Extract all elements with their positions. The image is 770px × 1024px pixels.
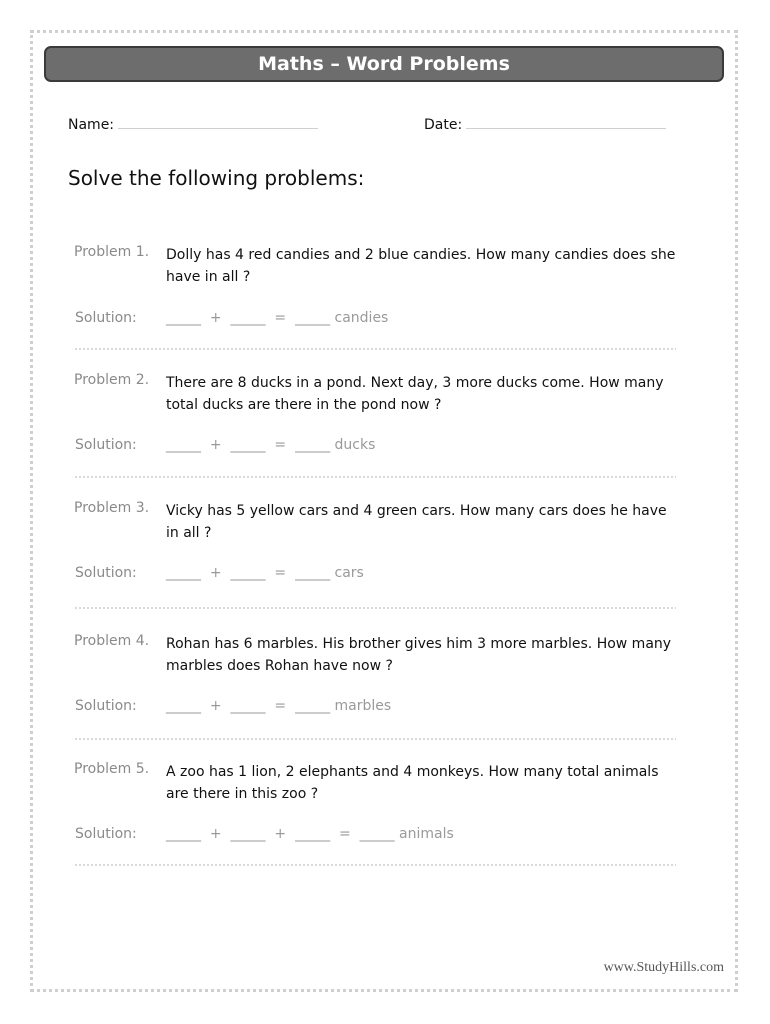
problem-text: There are 8 ducks in a pond. Next day, 3 more ducks come. How many total ducks are there in the pond now ? [166,375,664,413]
problem-label: Problem 5. [74,761,150,777]
solution-label: Solution: [75,310,137,326]
divider [74,475,676,479]
worksheet-title: Maths – Word Problems [44,46,724,82]
date-label: Date: [424,117,463,133]
solution-equation[interactable]: _____ + _____ = _____ marbles [166,698,392,714]
solution-equation[interactable]: _____ + _____ = _____ candies [166,310,389,326]
solution-label: Solution: [75,698,137,714]
date-field [424,114,666,133]
problem-label: Problem 1. [74,244,150,260]
name-blank[interactable] [118,114,318,129]
name-label: Name: [68,117,115,133]
footer-url: www.StudyHills.com [603,960,724,975]
solution-label: Solution: [75,437,137,453]
solution-equation[interactable]: _____ + _____ = _____ cars [166,565,364,581]
problem-label: Problem 3. [74,500,150,516]
problem-text: Vicky has 5 yellow cars and 4 green cars. How many cars does he have in all ? [166,503,667,541]
divider [74,347,676,351]
problem-text: A zoo has 1 lion, 2 elephants and 4 monkeys. How many total animals are there in this zoo ? [166,764,659,802]
solution-equation[interactable]: _____ + _____ = _____ ducks [166,437,376,453]
problem-label: Problem 2. [74,372,150,388]
solution-equation[interactable]: _____ + _____ + _____ = _____ animals [166,826,454,842]
problem-text: Dolly has 4 red candies and 2 blue candies. How many candies does she have in all ? [166,247,676,285]
name-field [68,114,318,133]
solution-label: Solution: [75,565,137,581]
date-blank[interactable] [466,114,666,129]
divider [74,863,676,867]
problem-label: Problem 4. [74,633,150,649]
divider [74,606,676,610]
solution-label: Solution: [75,826,137,842]
problem-text: Rohan has 6 marbles. His brother gives him 3 more marbles. How many marbles does Rohan have now ? [166,636,672,674]
divider [74,737,676,741]
instructions: Solve the following problems: [68,166,365,190]
